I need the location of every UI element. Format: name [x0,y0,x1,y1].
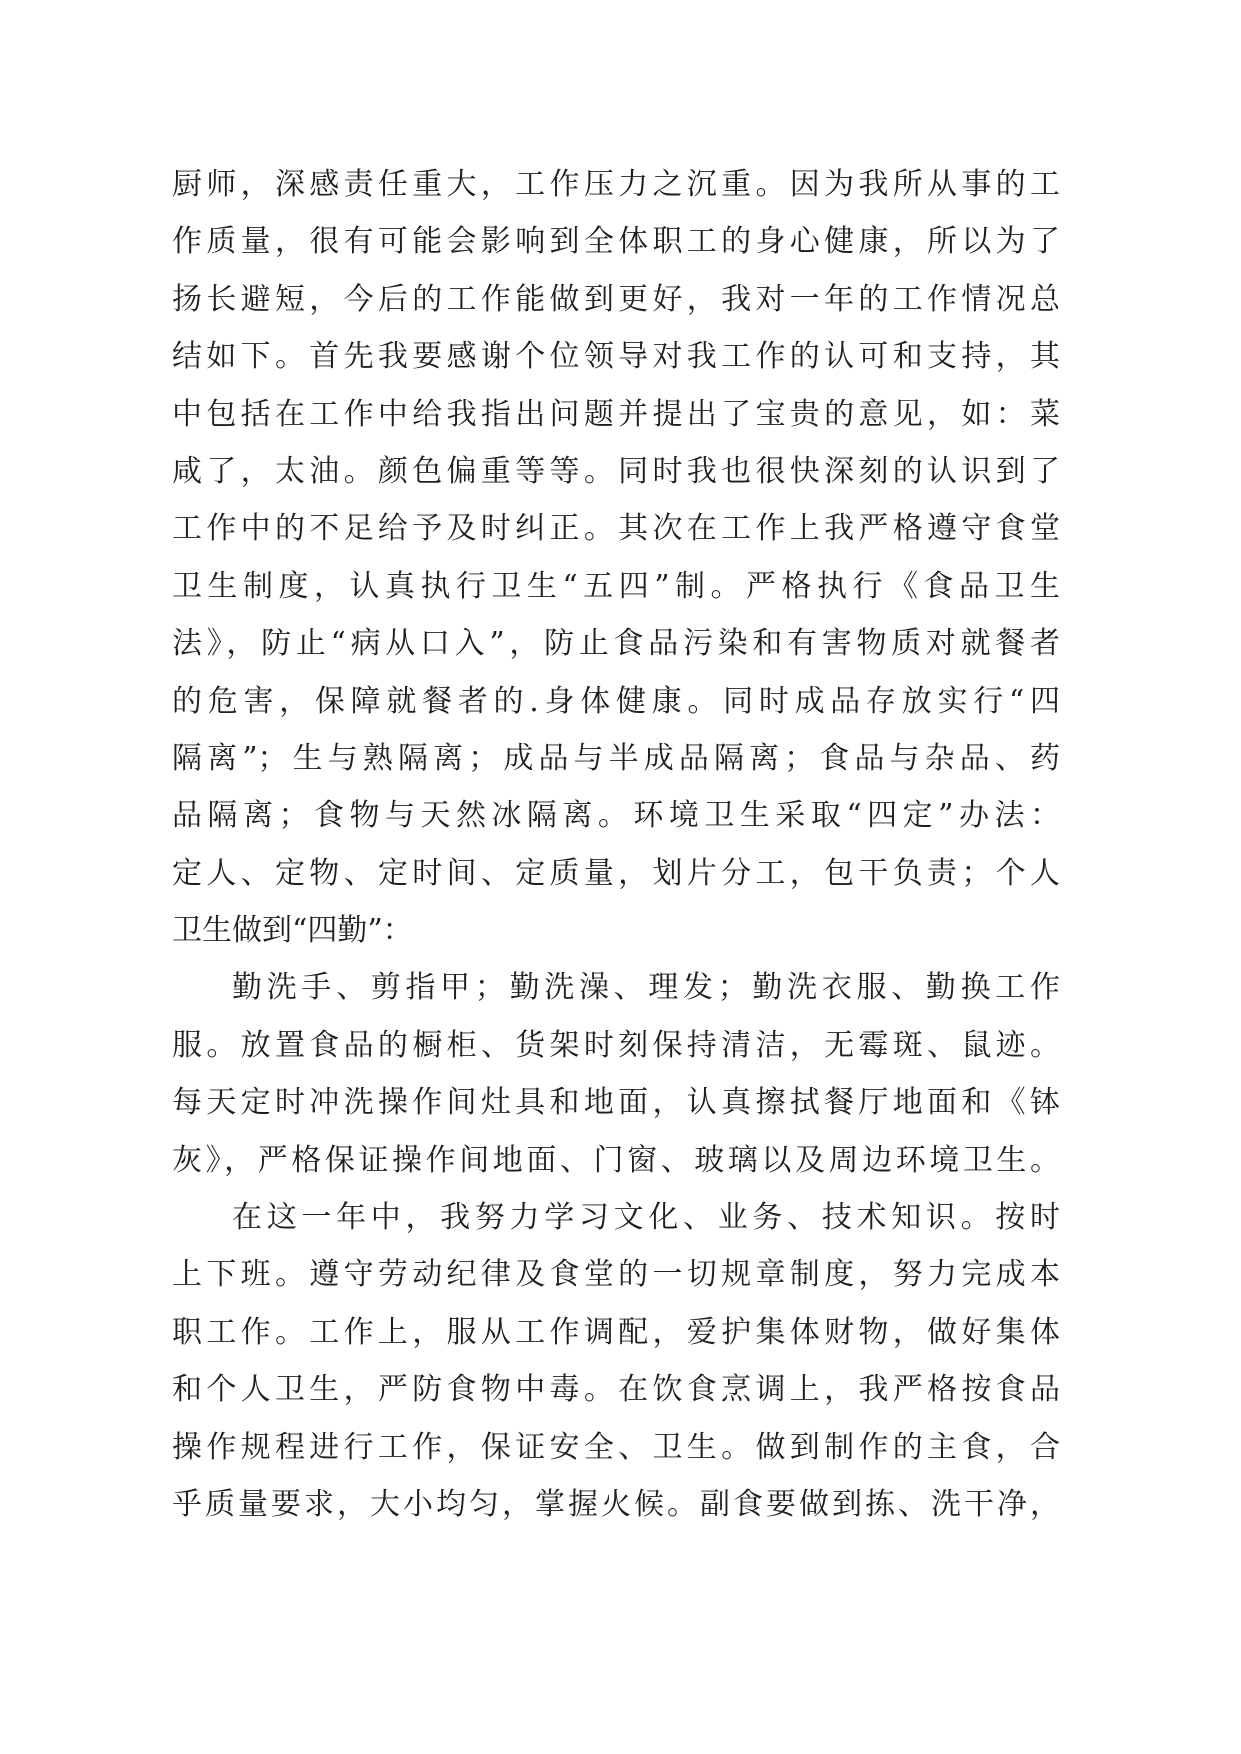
text-line: 厨师，深感责任重大，工作压力之沉重。因为我所从事的工 [172,167,1060,202]
text-line: 勤洗手、剪指甲；勤洗澡、理发；勤洗衣服、勤换工作 [232,970,1060,1006]
text-line: 服。放置食品的橱柜、货架时刻保持清洁，无霉斑、鼠迹。 [172,1027,1060,1063]
paragraph-1 [172,156,1060,959]
text-line: 卫生做到“四勤”： [172,913,413,949]
paragraph-2 [172,959,1060,1189]
text-line: 结如下。首先我要感谢个位领导对我工作的认可和支持，其 [172,339,1060,375]
text-line: 职工作。工作上，服从工作调配，爱护集体财物，做好集体 [172,1314,1060,1350]
text-line: 在这一年中，我努力学习文化、业务、技术知识。按时 [232,1200,1060,1236]
text-line: 每天定时冲洗操作间灶具和地面，认真擦拭餐厅地面和《钵 [172,1085,1060,1121]
text-line: 的危害，保障就餐者的.身体健康。同时成品存放实行“四 [172,683,1060,719]
text-line: 中包括在工作中给我指出问题并提出了宝贵的意见，如：菜 [172,396,1060,432]
document-body [172,156,1060,1533]
text-line: 定人、定物、定时间、定质量，划片分工，包干负责；个人 [172,855,1060,891]
text-line: 和个人卫生，严防食物中毒。在饮食烹调上，我严格按食品 [172,1372,1060,1408]
text-line: 法》，防止“病从口入”，防止食品污染和有害物质对就餐者 [172,626,1060,662]
text-line: 扬长避短，今后的工作能做到更好，我对一年的工作情况总 [172,281,1060,317]
text-line: 上下班。遵守劳动纪律及食堂的一切规章制度，努力完成本 [172,1257,1060,1293]
text-line: 卫生制度，认真执行卫生“五四”制。严格执行《食品卫生 [172,568,1060,604]
text-line: 品隔离；食物与天然冰隔离。环境卫生采取“四定”办法： [172,798,1060,834]
text-line: 隔离”；生与熟隔离；成品与半成品隔离；食品与杂品、药 [172,740,1060,776]
text-line: 作质量，很有可能会影响到全体职工的身心健康，所以为了 [172,224,1060,260]
text-line: 乎质量要求，大小均匀，掌握火候。副食要做到拣、洗干净， [172,1486,1060,1522]
paragraph-3 [172,1189,1060,1533]
text-line: 工作中的不足给予及时纠正。其次在工作上我严格遵守食堂 [172,511,1060,547]
text-line: 操作规程进行工作，保证安全、卫生。做到制作的主食，合 [172,1429,1060,1465]
text-line: 灰》，严格保证操作间地面、门窗、玻璃以及周边环境卫生。 [172,1142,1060,1178]
text-line: 咸了，太油。颜色偏重等等。同时我也很快深刻的认识到了 [172,453,1060,489]
